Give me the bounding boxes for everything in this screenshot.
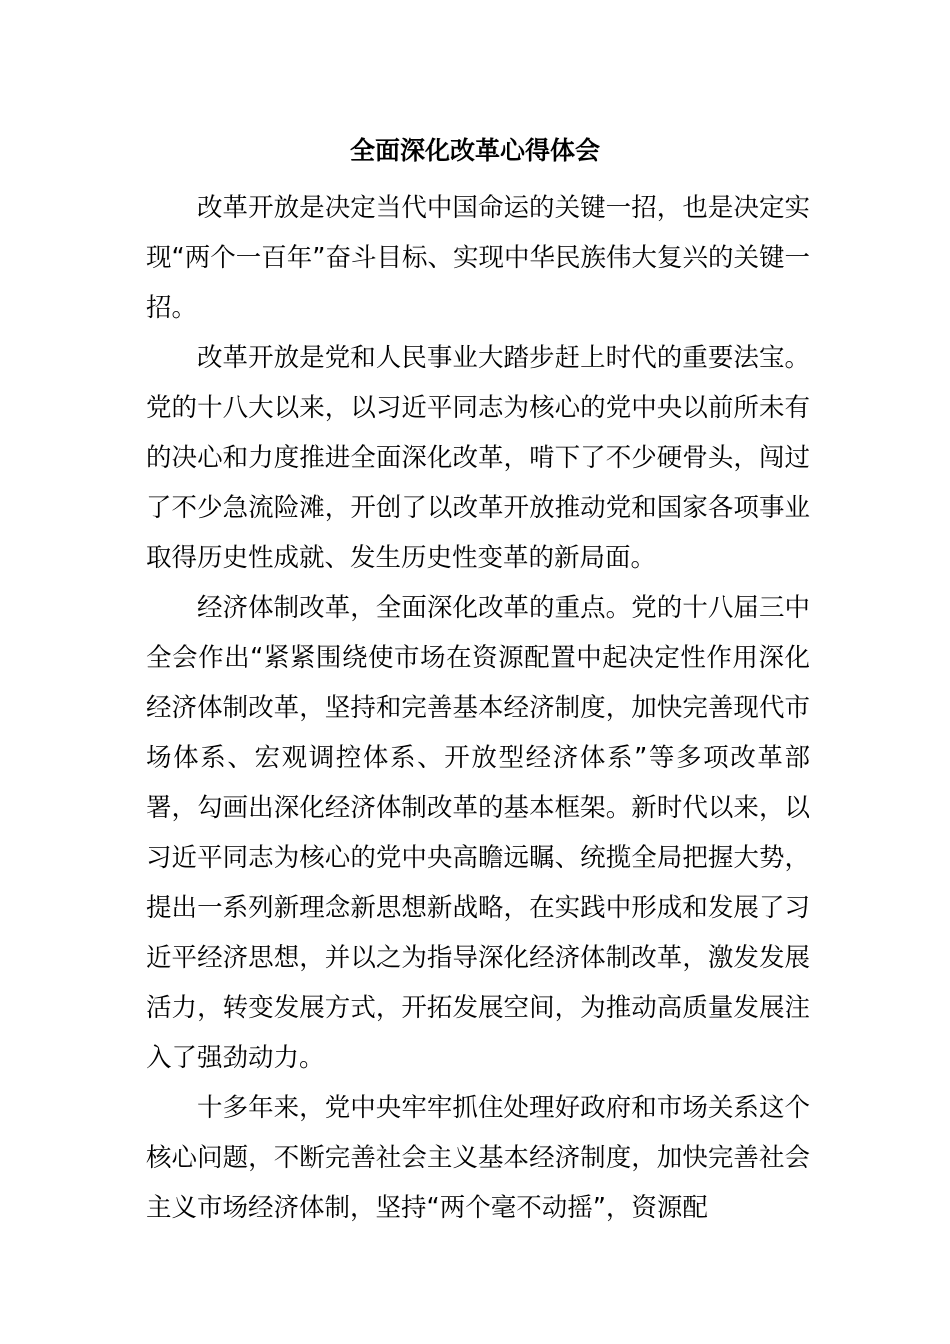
paragraph: 经济体制改革，全面深化改革的重点。党的十八届三中全会作出“紧紧围绕使市场在资源配置中起决定性作用深化经济体制改革，坚持和完善基本经济制度，加快完善现代市场体系、宏观调控体系、开放型经济体系”等多项改革部署，勾画出深化经济体制改革的基本框架。新时代以来，以习近平同志为核心的党中央高瞻远瞩、统揽全局把握大势，提出一系列新理念新思想新战略，在实践中形成和发展了习近平经济思想，并以之为指导深化经济体制改革，激发发展活力，转变发展方式，开拓发展空间，为推动高质量发展注入了强劲动力。: [146, 593, 810, 1073]
document-body: [146, 183, 810, 1233]
paragraph: 十多年来，党中央牢牢抓住处理好政府和市场关系这个核心问题，不断完善社会主义基本经济制度，加快完善社会主义市场经济体制，坚持“两个毫不动摇”，资源配: [146, 1093, 810, 1223]
paragraph: 改革开放是决定当代中国命运的关键一招，也是决定实现“两个一百年”奋斗目标、实现中华民族伟大复兴的关键一招。: [146, 193, 810, 323]
paragraph: 改革开放是党和人民事业大踏步赶上时代的重要法宝。党的十八大以来，以习近平同志为核心的党中央以前所未有的决心和力度推进全面深化改革，啃下了不少硬骨头，闯过了不少急流险滩，开创了以改革开放推动党和国家各项事业取得历史性成就、发生历史性变革的新局面。: [146, 343, 810, 573]
document-title: 全面深化改革心得体会: [349, 136, 600, 165]
